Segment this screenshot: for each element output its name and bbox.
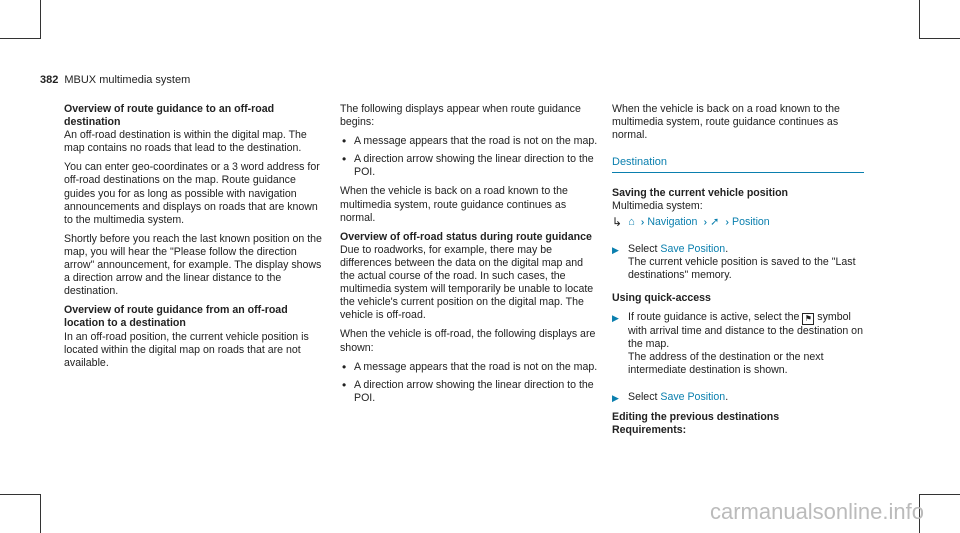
paragraph: Multimedia system: [612, 200, 703, 213]
heading-offroad-location: Overview of route guidance from an off-road location to a destination [64, 304, 288, 330]
step-text: symbol with arrival time and distance to the destination on the map. [628, 311, 863, 351]
section-heading-destination: Destination [612, 156, 864, 173]
crop-mark [919, 38, 960, 39]
heading-offroad-status: Overview of off-road status during route guidance [340, 230, 592, 243]
step-text: . [725, 391, 729, 404]
step-save-position-2 [612, 391, 864, 404]
paragraph: In an off-road position, the current vehicle position is located within the digital map on roads that are not available. [64, 330, 309, 369]
crop-mark [40, 0, 41, 38]
step-quick-access [612, 311, 864, 377]
list-item: • A message appears that the road is not on the map. [340, 361, 600, 374]
step-save-position [612, 243, 864, 282]
crop-mark [0, 38, 41, 39]
bullet-list [340, 361, 600, 405]
step-text: Select [628, 242, 658, 255]
navigation-arrow-icon: ➚ [710, 215, 720, 228]
step-arrow-icon: ▶ [612, 313, 619, 324]
paragraph: When the vehicle is back on a road known to the multimedia system, route guidance continues as normal. [612, 103, 840, 142]
paragraph: The following displays appear when route guidance begins: [340, 103, 581, 129]
heading-requirements: Requirements: [612, 423, 687, 436]
menu-path [612, 216, 864, 229]
step-arrow-icon: ▶ [612, 393, 619, 404]
paragraph: When the vehicle is off-road, the following displays are shown: [340, 328, 596, 354]
paragraph: An off-road destination is within the digital map. The map contains no roads that lead to the destination. [64, 129, 307, 155]
page-number: 382 [40, 74, 59, 86]
heading-save-position: Saving the current vehicle position [612, 187, 789, 200]
chevron-right-icon: ›› [640, 216, 642, 228]
column-1 [64, 103, 324, 376]
list-item: • A direction arrow showing the linear direction to the POI. [340, 379, 600, 405]
paragraph: When the vehicle is back on a road known to the multimedia system, route guidance continues as normal. [340, 185, 568, 224]
home-icon: ⌂ [628, 215, 635, 228]
paragraph: You can enter geo-coordinates or a 3 word address for off-road destinations on the map. Route guidance guides you for as long as possible with navigation announcements and displays on roads that are known to the multimedia system. [64, 161, 320, 226]
chevron-right-icon: ›› [725, 216, 727, 228]
chevron-right-icon: ›› [703, 216, 705, 228]
crop-mark [0, 494, 41, 495]
list-item: • A direction arrow showing the linear direction to the POI. [340, 153, 600, 179]
heading-editing-destinations: Editing the previous destinations [612, 410, 780, 423]
save-position-link: Save Position [660, 391, 726, 404]
bullet-list [340, 135, 600, 179]
path-navigation: Navigation [647, 215, 698, 228]
paragraph: Shortly before you reach the last known position on the map, you will hear the "Please follow the direction arrow" announcement, for example. The display shows a direction arrow and the linear distance to the destination. [64, 232, 322, 298]
destination-flag-icon: ⚑ [802, 313, 814, 325]
crop-mark [40, 494, 41, 533]
paragraph: Due to roadworks, for example, there may be differences between the data on the digital map and the actual course of the road. In such cases, the multimedia system will temporarily be unable to locate the vehicle's current position on the digital map. The vehicle is off-road. [340, 243, 594, 322]
step-note: The current vehicle position is saved to the "Last destinations" memory. [628, 255, 856, 281]
column-3 [612, 103, 864, 437]
heading-offroad-destination: Overview of route guidance to an off-road destination [64, 103, 275, 129]
page-header [40, 74, 190, 86]
list-item: • A message appears that the road is not on the map. [340, 135, 600, 148]
step-note: The address of the destination or the next intermediate destination is shown. [628, 351, 824, 377]
heading-quick-access: Using quick-access [612, 291, 711, 304]
crop-mark [919, 0, 920, 38]
watermark: carmanualsonline.info [709, 499, 924, 524]
return-arrow-icon: ↳ [612, 214, 623, 229]
step-arrow-icon: ▶ [612, 244, 619, 255]
crop-mark [919, 494, 960, 495]
path-position: Position [732, 215, 770, 228]
header-title: MBUX multimedia system [64, 74, 191, 86]
step-text: Select [628, 391, 658, 404]
save-position-link: Save Position [660, 242, 726, 255]
step-text: If route guidance is active, select the [628, 311, 800, 324]
step-text: . [725, 242, 729, 255]
column-2 [340, 103, 600, 411]
